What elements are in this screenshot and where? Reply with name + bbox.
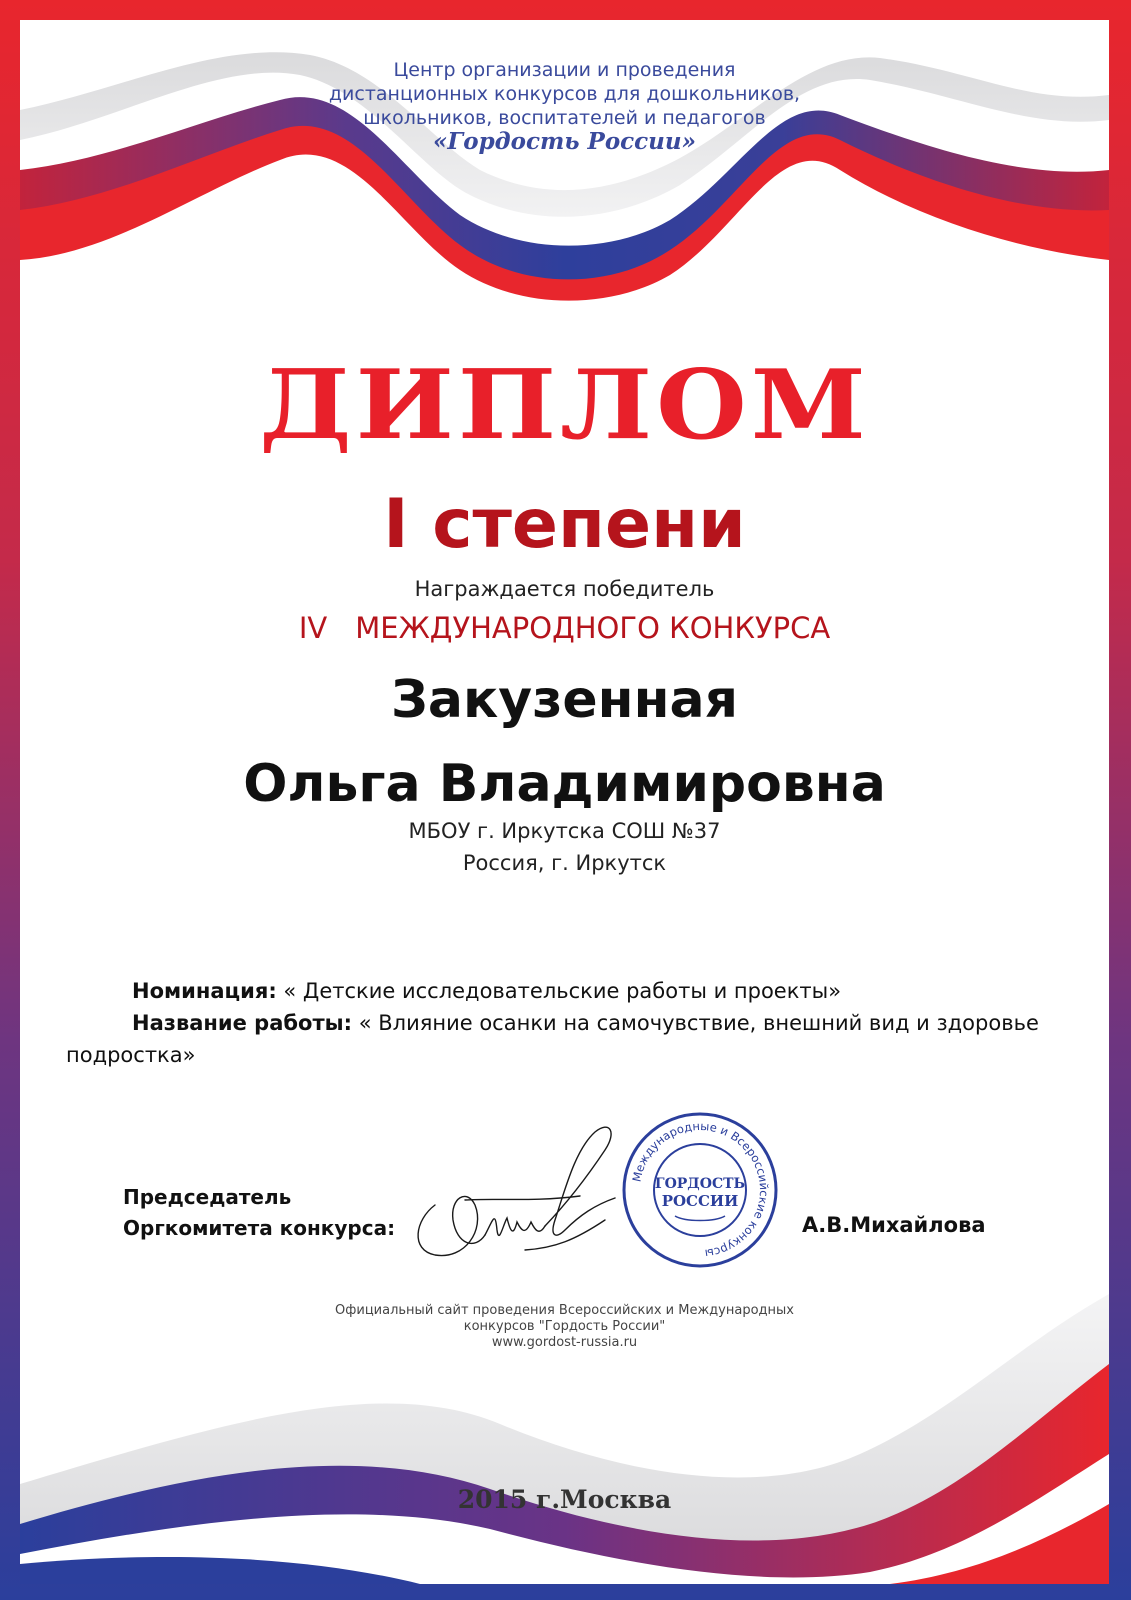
diploma-degree: I степени	[383, 485, 746, 564]
signer-name: А.В.Михайлова	[802, 1213, 986, 1237]
recipient-given-names: Ольга Владимировна	[243, 754, 886, 814]
organizer-line-2: дистанционных конкурсов для дошкольников,	[328, 83, 801, 105]
recipient-school: МБОУ г. Иркутска СОШ №37	[408, 819, 721, 843]
stamp-inner-line-2: РОССИИ	[661, 1192, 739, 1210]
work-title-label: Название работы:	[132, 1011, 353, 1035]
work-title-row	[66, 1007, 1066, 1071]
organizer-header	[20, 58, 1109, 154]
city-and-year: 2015 г.Москва	[457, 1485, 672, 1514]
stamp-inner-line-1: ГОРДОСТЬ	[654, 1176, 746, 1192]
site-note-line-2: конкурсов "Гордость России"	[463, 1319, 666, 1334]
chairman-role-line-2: Оргкомитета конкурса:	[123, 1216, 396, 1240]
organizer-line-1: Центр организации и проведения	[393, 59, 736, 81]
nomination-row	[66, 975, 1066, 1007]
awarded-text: Награждается победитель	[414, 577, 715, 601]
site-note-line-1: Официальный сайт проведения Всероссийских и Международных	[335, 1303, 794, 1318]
official-stamp	[620, 1110, 780, 1270]
chairman-title	[123, 1182, 395, 1244]
work-title-value: « Влияние осанки на самочувствие, внешний вид и здоровье подростка»	[66, 1011, 1039, 1067]
diploma-sheet	[20, 20, 1109, 1584]
organizer-name: «Гордость России»	[433, 128, 696, 155]
organizer-line-3: школьников, воспитателей и педагогов	[363, 107, 766, 129]
diploma-title: ДИПЛОМ	[259, 347, 870, 462]
recipient-location: Россия, г. Иркутск	[462, 851, 667, 875]
nomination-value: « Детские исследовательские работы и проекты»	[276, 979, 842, 1003]
contest-title	[20, 610, 1109, 646]
recipient-affiliation	[20, 815, 1109, 879]
recipient-name	[20, 658, 1109, 826]
chairman-role-line-1: Председатель	[123, 1185, 292, 1209]
official-site-note	[20, 1303, 1109, 1351]
contest-text: МЕЖДУНАРОДНОГО КОНКУРСА	[355, 611, 831, 645]
stamp-outer-text: Международные и Всероссийские конкурсы	[629, 1118, 772, 1261]
handwritten-signature	[405, 1110, 645, 1280]
nomination-label: Номинация:	[132, 979, 277, 1003]
recipient-surname: Закузенная	[390, 670, 739, 730]
site-url: www.gordost-russia.ru	[491, 1335, 638, 1350]
work-details	[66, 975, 1066, 1071]
contest-number: ⅠV	[298, 611, 328, 645]
